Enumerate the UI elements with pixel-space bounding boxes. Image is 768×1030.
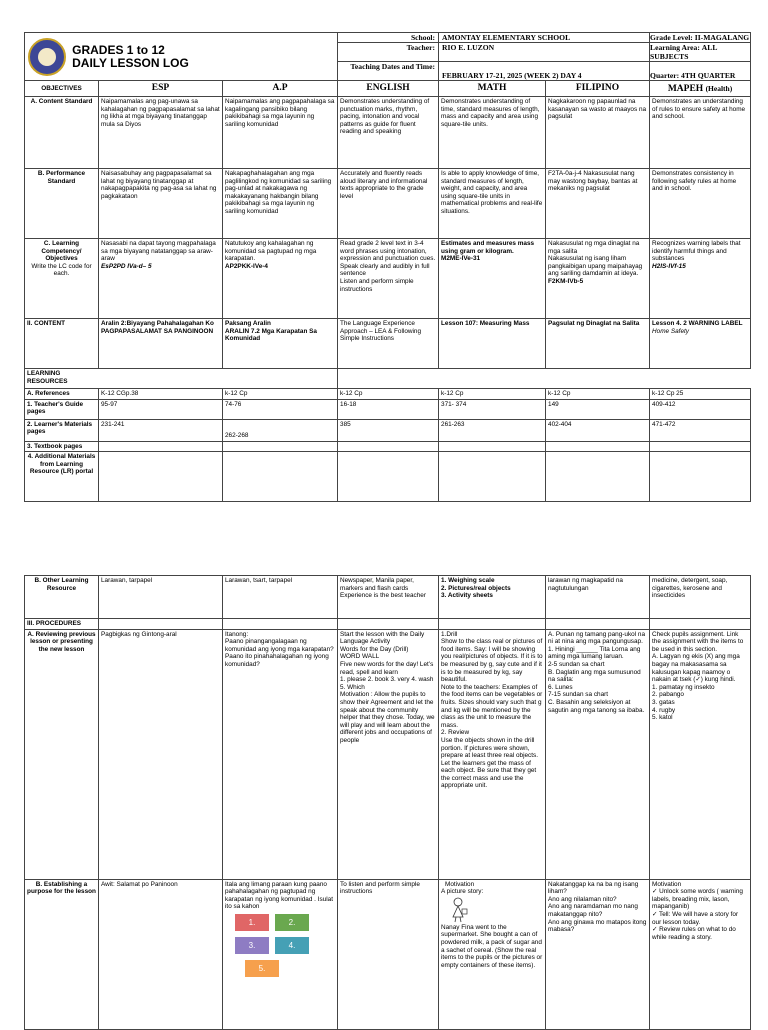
cell-content-ap: Paksang Aralin ARALIN 7.2 Mga Karapatan Sa Komunidad xyxy=(223,319,338,369)
cell-lm-mapeh: 471-472 xyxy=(650,419,751,441)
subject-english: ENGLISH xyxy=(338,81,439,97)
math-story-sub: A picture story: xyxy=(441,888,484,896)
cell-references-english: k-12 Cp xyxy=(338,389,439,400)
row-label-learning-resources: LEARNING RESOURCES xyxy=(25,369,99,389)
row-label-content-standard: A. Content Standard xyxy=(25,97,99,169)
lesson-log-table-page2 xyxy=(24,575,751,1030)
cell-performance-filipino: F2TA-0a-j-4 Nakasusulat nang may wastong baybay, bantas at mekaniks ng pagsulat xyxy=(546,169,650,239)
grade-level: Grade Level: II-MAGALANG xyxy=(650,33,750,42)
document-title: GRADES 1 to 12 DAILY LESSON LOG xyxy=(72,42,189,70)
cell-competency-ap: Natutukoy ang kahalagahan ng komunidad sa pagtupad ng mga karapatan. AP2PKK-IVe-4 xyxy=(223,239,338,319)
cell-lm-filipino: 402-404 xyxy=(546,419,650,441)
math-story: Nanay Fina went to the supermarket. She bought a can of powdered milk, a pack of sugar and a sachet of cereal. (Show the real items to the pupils or the pictures or empty containers of these items). xyxy=(441,896,543,970)
math-motivation-head: Motivation xyxy=(445,880,475,888)
cell-review-math: 1.Drill Show to the class real or pictures of food items. Say: I will be showing you real/pictures of objects. If it is to be measured by g, say cute and if it is to be measured by kg, say beautiful. Note to the teachers: Examples of the food items can be vegetables or fruits. Sizes should vary such that g and kg will be mentioned by the class as the unit to measure the mass. 2. Review Use the objects shown in the drill portion. If pictures were shown, prepare at least three real objects. Let the learners get the mass of each object. Be sure that they get the correct mass and use the appropriate unit. xyxy=(439,629,546,879)
cell-lm-english: 385 xyxy=(338,419,439,441)
row-label-textbook: 3. Textbook pages xyxy=(25,441,99,452)
row-label-learners-materials: 2. Learner's Materials pages xyxy=(25,419,99,441)
cell-performance-mapeh: Demonstrates consistency in following safety rules at home and in school. xyxy=(650,169,751,239)
dates-value: FEBRUARY 17-21, 2025 (WEEK 2) DAY 4 xyxy=(439,62,650,81)
subject-math: MATH xyxy=(439,81,546,97)
cell-competency-math: Estimates and measures mass using gram or kilogram. M2ME-IVe-31 xyxy=(439,239,546,319)
cell-other-english: Newspaper, Manila paper, markers and flash cards Experience is the best teacher xyxy=(338,576,439,619)
dates-label: Teaching Dates and Time: xyxy=(338,62,439,81)
cell-competency-english: Read grade 2 level text in 3-4 word phrases using intonation, expression and punctuation cues. Speak clearly and audibly in full sentence Listen and perform simple instructions xyxy=(338,239,439,319)
row-label-references: A. References xyxy=(25,389,99,400)
number-box-3: 3. xyxy=(235,937,269,954)
row-label-purpose: B. Establishing a purpose for the lesson xyxy=(25,879,99,1029)
shopping-girl-icon xyxy=(447,897,469,923)
cell-content-standard-ap: Naipamamalas ang pagpapahalaga sa kagalingang pansibiko bilang pakikibahagi sa mga layunin ng sariling komunidad xyxy=(223,97,338,169)
cell-review-filipino: A. Punan ng tamang pang-ukol na ni at nina ang mga pangungusap. 1. Hiningi ______ Tita Lorna ang aming mga lumang laruan. 2-5 sundan sa chart B. Daglatin ang mga sumusunod na salita: 6. Lunes 7-15 sundan sa chart C. Basahin ang seleksiyon at sagutin ang mga tanong sa ibaba. xyxy=(546,629,650,879)
resources-blank-1 xyxy=(99,369,223,389)
cell-content-esp: Aralin 2:Biyayang Pahahalagahan Ko PAGPAPASALAMAT SA PANGINOON xyxy=(99,319,223,369)
subject-mapeh: MAPEH (Health) xyxy=(650,81,751,97)
row-label-procedures: III. PROCEDURES xyxy=(25,619,99,630)
cell-content-standard-esp: Naipamamalas ang pag-unawa sa kahalagahan ng pagpapasalamat sa lahat ng likha at mga biyayang tinatanggap mula sa Diyos xyxy=(99,97,223,169)
cell-review-ap: Itanong: Paano pinangangalagaan ng komunidad ang iyong mga karapatan? Paano ito pinahahalagahan ng iyong komunidad? xyxy=(223,629,338,879)
cell-content-standard-mapeh: Demonstrates an understanding of rules to ensure safety at home and school. xyxy=(650,97,751,169)
cell-competency-filipino: Nakasusulat ng mga dinaglat na mga salita Nakasusulat ng isang liham pangkaibigan upang maipahayag ang sariling damdamin at ideya. F2KM-IVb-5 xyxy=(546,239,650,319)
cell-purpose-mapeh: Motivation ✓ Unlock some words ( warning labels, breading mix, lason, mapanganib) ✓ Tell: We will have a story for our lesson today. ✓ Review rules on what to do while reading a story. xyxy=(650,879,751,1029)
lesson-log-table-page1 xyxy=(24,32,751,502)
cell-tg-mapeh: 409-412 xyxy=(650,399,751,419)
cell-purpose-english: To listen and perform simple instructions xyxy=(338,879,439,1029)
cell-content-english: The Language Experience Approach – LEA & Following Simple Instructions xyxy=(338,319,439,369)
cell-performance-english: Accurately and fluently reads aloud literary and informational texts appropriate to the grade level xyxy=(338,169,439,239)
numbered-boxes xyxy=(225,914,335,977)
objectives-header: OBJECTIVES xyxy=(25,81,99,97)
number-box-4: 4. xyxy=(275,937,309,954)
cell-lm-math: 261-263 xyxy=(439,419,546,441)
cell-competency-esp: Nasasabi na dapat tayong magpahalaga sa mga biyayang natatanggap sa araw-araw EsP2PD IVa-d– 5 xyxy=(99,239,223,319)
cell-other-filipino: larawan ng magkapatid na nagtutulungan xyxy=(546,576,650,619)
cell-other-math: 1. Weighing scale 2. Pictures/real objects 3. Activity sheets xyxy=(439,576,546,619)
school-label: School: xyxy=(338,33,439,43)
cell-lm-ap: 262-268 xyxy=(223,419,338,441)
teacher-value: RIO E. LUZON xyxy=(439,43,650,62)
subject-ap: A.P xyxy=(223,81,338,97)
cell-review-esp: Pagbigkas ng Gintong-aral xyxy=(99,629,223,879)
row-label-other-resources: B. Other Learning Resource xyxy=(25,576,99,619)
cell-content-math: Lesson 107: Measuring Mass xyxy=(439,319,546,369)
cell-other-mapeh: medicine, detergent, soap, cigarettes, kerosene and insecticides xyxy=(650,576,751,619)
dates-blank xyxy=(650,62,751,72)
cell-review-mapeh: Check pupils assignment. Link the assignment with the items to be used in this section. A. Lagyan ng ekis (X) ang mga bagay na makasasama sa kalusugan kapag naamoy o nakain at tsek (✓) kung hindi. 1. pamatay ng insekto 2. pabango 3. gatas 4. rugby 5. katol xyxy=(650,629,751,879)
row-label-performance-standard: B. Performance Standard xyxy=(25,169,99,239)
cell-performance-ap: Nakapaghahalagahan ang mga paglilingkod ng komunidad sa sariling pag-unlad at nakakagawa ng makakayanang hakbangin bilang pakikibahagi sa mga layunin ng sariling komunidad xyxy=(223,169,338,239)
cell-performance-esp: Naisasabuhay ang pagpapasalamat sa lahat ng biyayang tinatanggap at nakapagpapakita ng pag-asa sa lahat ng pagkakataon xyxy=(99,169,223,239)
cell-tg-ap: 74-76 xyxy=(223,399,338,419)
cell-tg-esp: 95-97 xyxy=(99,399,223,419)
number-box-5: 5. xyxy=(245,960,279,977)
cell-content-mapeh: Lesson 4. 2 WARNING LABEL Home Safety xyxy=(650,319,751,369)
cell-references-mapeh: k-12 Cp 25 xyxy=(650,389,751,400)
cell-tg-english: 16-18 xyxy=(338,399,439,419)
cell-references-esp: K-12 CGp.38 xyxy=(99,389,223,400)
cell-purpose-ap: Itala ang limang paraan kung paano pahahalagahan ng pagtupad ng karapatan ng iyong komunidad . Isulat ito sa kahon 1. 2. 3. 4. 5. xyxy=(223,879,338,1029)
learning-area: Learning Area: ALL SUBJECTS xyxy=(650,43,751,62)
cell-other-ap: Larawan, tsart, tarpapel xyxy=(223,576,338,619)
cell-content-standard-math: Demonstrates understanding of time, standard measures of length, mass and capacity and area using square-tile units. xyxy=(439,97,546,169)
cell-other-esp: Larawan, tarpapel xyxy=(99,576,223,619)
header-logo-title xyxy=(25,33,338,81)
row-label-additional-materials: 4. Additional Materials from Learning Resource (LR) portal xyxy=(25,452,99,502)
cell-purpose-math xyxy=(439,879,546,1029)
quarter: Quarter: 4TH QUARTER xyxy=(650,71,751,81)
subject-filipino: FILIPINO xyxy=(546,81,650,97)
cell-content-standard-english: Demonstrates understanding of punctuation marks, rhythm, pacing, intonation and vocal patterns as guide for fluent reading and speaking xyxy=(338,97,439,169)
cell-tg-filipino: 149 xyxy=(546,399,650,419)
school-value: AMONTAY ELEMENTARY SCHOOL xyxy=(439,33,650,43)
cell-content-standard-filipino: Nagkakaroon ng papaunlad na kasanayan sa wasto at maayos na pagsulat xyxy=(546,97,650,169)
deped-seal-icon xyxy=(28,38,66,76)
row-label-review: A. Reviewing previous lesson or presenting the new lesson xyxy=(25,629,99,879)
cell-content-filipino: Pagsulat ng Dinaglat na Salita xyxy=(546,319,650,369)
cell-lm-esp: 231-241 xyxy=(99,419,223,441)
resources-blank-3 xyxy=(338,369,751,389)
cell-review-english: Start the lesson with the Daily Language Activity Words for the Day (Drill) WORD WALL Five new words for the day! Let’s read, spell and learn 1. please 2. book 3. very 4. wash 5. Which Motivation : Allow the pupils to show their Agreement and let the speak about the community helper that they chose. Today, we will play and will learn about the different jobs and occupations of people xyxy=(338,629,439,879)
row-label-content: II. CONTENT xyxy=(25,319,99,369)
cell-references-filipino: k-12 Cp xyxy=(546,389,650,400)
row-label-teachers-guide: 1. Teacher's Guide pages xyxy=(25,399,99,419)
cell-references-ap: k-12 Cp xyxy=(223,389,338,400)
subject-esp: ESP xyxy=(99,81,223,97)
cell-references-math: k-12 Cp xyxy=(439,389,546,400)
number-box-1: 1. xyxy=(235,914,269,931)
cell-performance-math: Is able to apply knowledge of time, standard measures of length, weight, and capacity, and area using square-tile units in mathematical problems and real-life situations. xyxy=(439,169,546,239)
resources-blank-2 xyxy=(223,369,338,389)
number-box-2: 2. xyxy=(275,914,309,931)
cell-competency-mapeh: Recognizes warning labels that identify harmful things and substances H2IS-IVf-15 xyxy=(650,239,751,319)
cell-purpose-filipino: Nakatanggap ka na ba ng isang liham? Ano ang nilalaman nito? Ano ang naramdaman mo nang makatanggap nito? Ano ang ginawa mo matapos itong mabasa? xyxy=(546,879,650,1029)
cell-tg-math: 371- 374 xyxy=(439,399,546,419)
row-label-competency: C. Learning Competency/ Objectives Write the LC code for each. xyxy=(25,239,99,319)
teacher-label: Teacher: xyxy=(338,43,439,62)
cell-purpose-esp: Awit: Salamat po Paninoon xyxy=(99,879,223,1029)
